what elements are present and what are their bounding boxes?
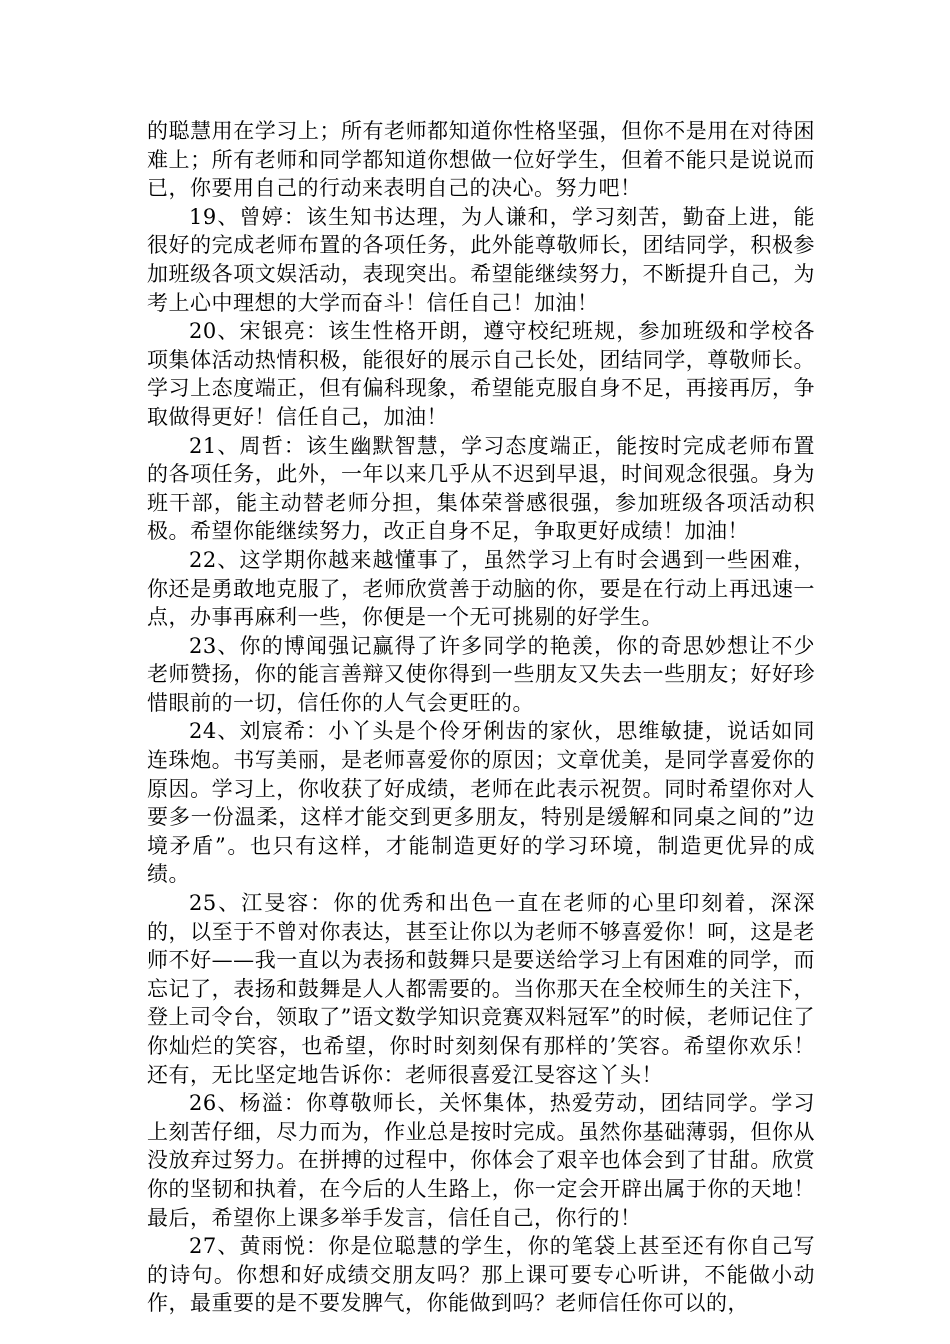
paragraph-comment-24: 24、刘宸希：小丫头是个伶牙俐齿的家伙，思维敏捷，说话如同连珠炮。书写美丽，是老师喜爱你的原因；文章优美，是同学喜爱你的原因。学习上，你收获了好成绩，老师在此表示祝贺。同时希望你对人要多一份温柔，这样才能交到更多朋友，特别是缓解和同桌之间的”边境矛盾”。也只有这样，才能制造更好的学习环境，制造更优异的成绩。 [147,719,815,887]
paragraph-comment-27: 27、黄雨悦：你是位聪慧的学生，你的笔袋上甚至还有你自己写的诗句。你想和好成绩交朋友吗？那上课可要专心听讲，不能做小动作，最重要的是不要发脾气，你能做到吗？老师信任你可以的， [147,1234,815,1316]
paragraph-comment-22: 22、这学期你越来越懂事了，虽然学习上有时会遇到一些困难，你还是勇敢地克服了，老师欣赏善于动脑的你，要是在行动上再迅速一点，办事再麻利一些，你便是一个无可挑剔的好学生。 [147,547,815,630]
paragraph-comment-20: 20、宋银亮：该生性格开朗，遵守校纪班规，参加班级和学校各项集体活动热情积极，能很好的展示自己长处，团结同学，尊敬师长。学习上态度端正，但有偏科现象，希望能克服自身不足，再接再厉，争取做得更好！信任自己，加油！ [147,319,815,429]
paragraph-comment-23: 23、你的博闻强记赢得了许多同学的艳羡，你的奇思妙想让不少老师赞扬，你的能言善辩又使你得到一些朋友又失去一些朋友；好好珍惜眼前的一切，信任你的人气会更旺的。 [147,633,815,715]
paragraph-comment-26: 26、杨溢：你尊敬师长，关怀集体，热爱劳动，团结同学。学习上刻苦仔细，尽力而为，作业总是按时完成。虽然你基础薄弱，但你从没放弃过努力。在拼搏的过程中，你体会了艰辛也体会到了甘甜。欣赏你的坚韧和执着，在今后的人生路上，你一定会开辟出属于你的天地！最后，希望你上课多举手发言，信任自己，你行的！ [147,1091,815,1230]
paragraph-comment-25: 25、江旻容：你的优秀和出色一直在老师的心里印刻着，深深的，以至于不曾对你表达，甚至让你以为老师不够喜爱你！呵，这是老师不好——我一直以为表扬和鼓舞只是要送给学习上有困难的同学，而忘记了，表扬和鼓舞是人人都需要的。当你那天在全校师生的关注下，登上司令台，领取了”语文数学知识竞赛双料冠军”的时候，老师记住了你灿烂的笑容，也希望，你时时刻刻保有那样的’笑容。希望你欢乐！还有，无比坚定地告诉你：老师很喜爱江旻容这丫头！ [147,891,815,1087]
paragraph-comment-19: 19、曾婷：该生知书达理，为人谦和，学习刻苦，勤奋上进，能很好的完成老师布置的各项任务，此外能尊敬师长，团结同学，积极参加班级各项文娱活动，表现突出。希望能继续努力，不断提升自己，为考上心中理想的大学而奋斗！信任自己！加油！ [147,204,815,315]
paragraph-continuation: 的聪慧用在学习上；所有老师都知道你性格坚强，但你不是用在对待困难上；所有老师和同学都知道你想做一位好学生，但着不能只是说说而已，你要用自己的行动来表明自己的决心。努力吧！ [147,119,815,201]
paragraph-comment-21: 21、周哲：该生幽默智慧，学习态度端正，能按时完成老师布置的各项任务，此外，一年以来几乎从不迟到早退，时间观念很强。身为班干部，能主动替老师分担，集体荣誉感很强，参加班级各项活动积极。希望你能继续努力，改正自身不足，争取更好成绩！加油！ [147,433,815,544]
document-page [147,117,815,1318]
